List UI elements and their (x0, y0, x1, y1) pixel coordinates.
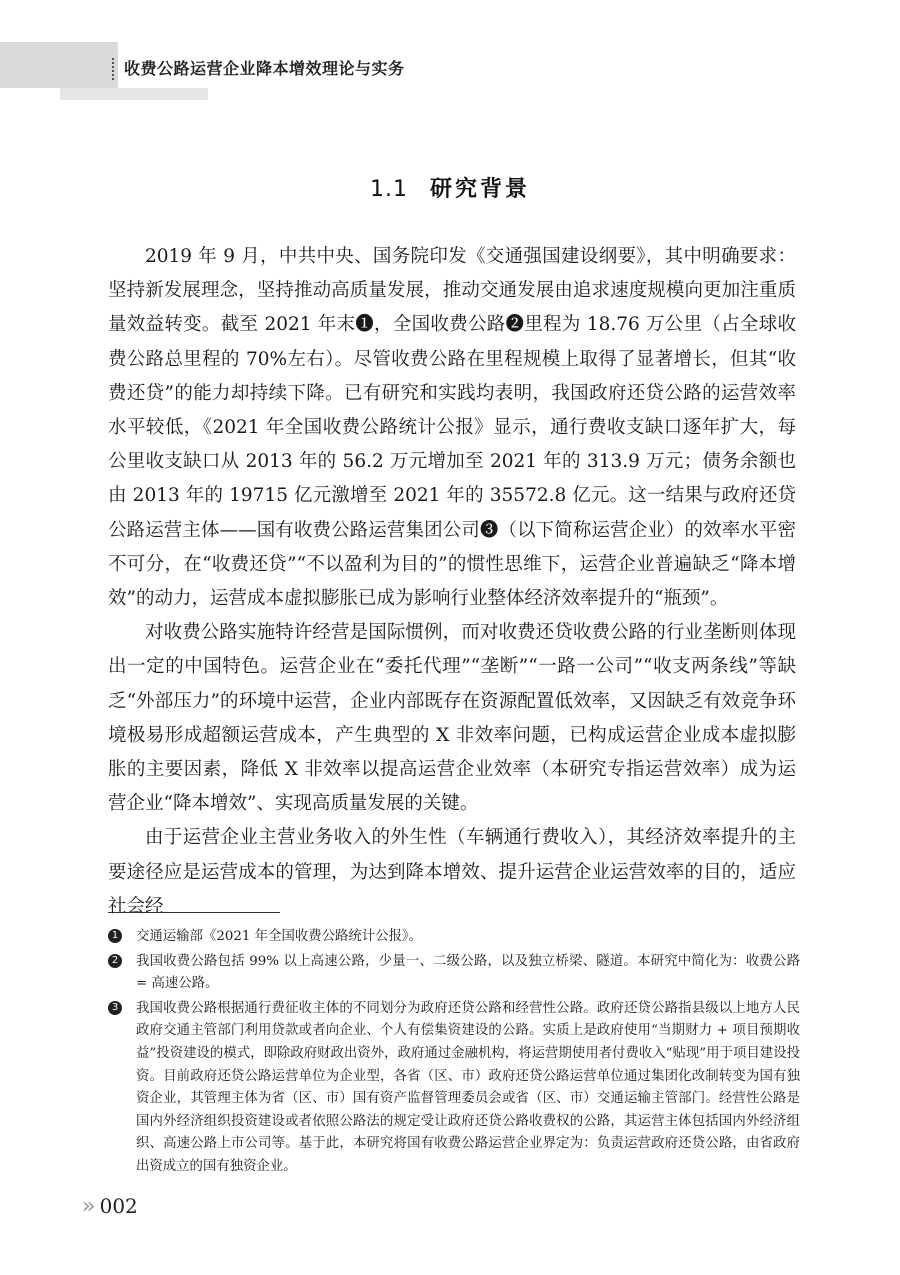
footnote-marker: 2 (108, 954, 122, 968)
footnote-marker: 3 (108, 1001, 122, 1015)
footnote-text: 交通运输部《2021 年全国收费公路统计公报》。 (136, 929, 423, 944)
footnote-rule (108, 912, 280, 913)
page-number: 002 (99, 1194, 138, 1218)
footnote-text: 我国收费公路根据通行费征收主体的不同划分为政府还贷公路和经营性公路。政府还贷公路指县级以上地方人民政府交通主管部门利用贷款或者向企业、个人有偿集资建设的公路。实质上是政府使用“当期财力 + 项目预期收益”投资建设的模式，即除政府财政出资外，政府通过金融机构，将运营期使用者付费收入“贴现”用于项目建设投资。目前政府还贷公路运营单位为企业型，各省（区、市）政府还贷公路运营单位通过集团化改制转变为国有独资企业，其管理主体为省（区、市）国有资产监督管理委员会或省（区、市）交通运输主管部门。经营性公路是国内外经济组织投资建设或者依照公路法的规定受让政府还贷公路收费权的公路，其运营主体包括国内外经济组织、高速公路上市公司等。基于此，本研究将国有收费公路运营企业界定为：负责运营政府还贷公路，由省政府出资成立的国有独资企业。 (136, 1000, 800, 1174)
footnote (111, 998, 800, 1179)
running-title: 收费公路运营企业降本增效理论与实务 (124, 59, 405, 78)
header-dotted-divider (112, 58, 118, 80)
page-footer (82, 1194, 138, 1219)
footnotes (111, 926, 800, 1181)
paragraph: 2019 年 9 月，中共中央、国务院印发《交通强国建设纲要》，其中明确要求：坚持新发展理念，坚持推动高质量发展，推动交通发展由追求速度规模向更加注重质量效益转变。截至 2021 年末❶，全国收费公路❷里程为 18.76 万公里（占全球收费公路总里程的 70%左右）。尽管收费公路在里程规模上取得了显著增长，但其“收费还贷”的能力却持续下降。已有研究和实践均表明，我国政府还贷公路的运营效率水平较低，《2021 年全国收费公路统计公报》显示，通行费收支缺口逐年扩大，每公里收支缺口从 2013 年的 56.2 万元增加至 2021 年的 313.9 万元；债务余额也由 2013 年的 19715 亿元激增至 2021 年的 35572.8 亿元。这一结果与政府还贷公路运营主体——国有收费公路运营集团公司❸（以下简称运营企业）的效率水平密不可分，在“收费还贷”“不以盈利为目的”的惯性思维下，运营企业普遍缺乏“降本增效”的动力，运营成本虚拟膨胀已成为影响行业整体经济效率提升的“瓶颈”。 (108, 246, 796, 610)
header-band-shadow (60, 88, 208, 100)
footnote (111, 926, 800, 949)
section-heading (0, 172, 900, 203)
body-text (108, 240, 796, 924)
header-band (0, 42, 118, 88)
paragraph: 对收费公路实施特许经营是国际惯例，而对收费还贷收费公路的行业垄断则体现出一定的中国特色。运营企业在“委托代理”“垄断”“一路一公司”“收支两条线”等缺乏“外部压力”的环境中运营，企业内部既存在资源配置低效率，又因缺乏有效竞争环境极易形成超额运营成本，产生典型的 X 非效率问题，已构成运营企业成本虚拟膨胀的主要因素，降低 X 非效率以提高运营企业效率（本研究专指运营效率）成为运营企业“降本增效”、实现高质量发展的关键。 (108, 622, 796, 815)
paragraph: 由于运营企业主营业务收入的外生性（车辆通行费收入），其经济效率提升的主要途径应是运营成本的管理，为达到降本增效、提升运营企业运营效率的目的，适应社会经 (108, 827, 796, 917)
section-number: 1.1 (369, 177, 408, 202)
double-chevron-icon: ›› (82, 1194, 92, 1219)
section-title: 研究背景 (429, 177, 530, 202)
footnote-marker: 1 (108, 929, 122, 943)
footnote (111, 951, 800, 996)
footnote-text: 我国收费公路包括 99% 以上高速公路，少量一、二级公路，以及独立桥梁、隧道。本研究中简化为：收费公路 = 高速公路。 (136, 953, 800, 992)
